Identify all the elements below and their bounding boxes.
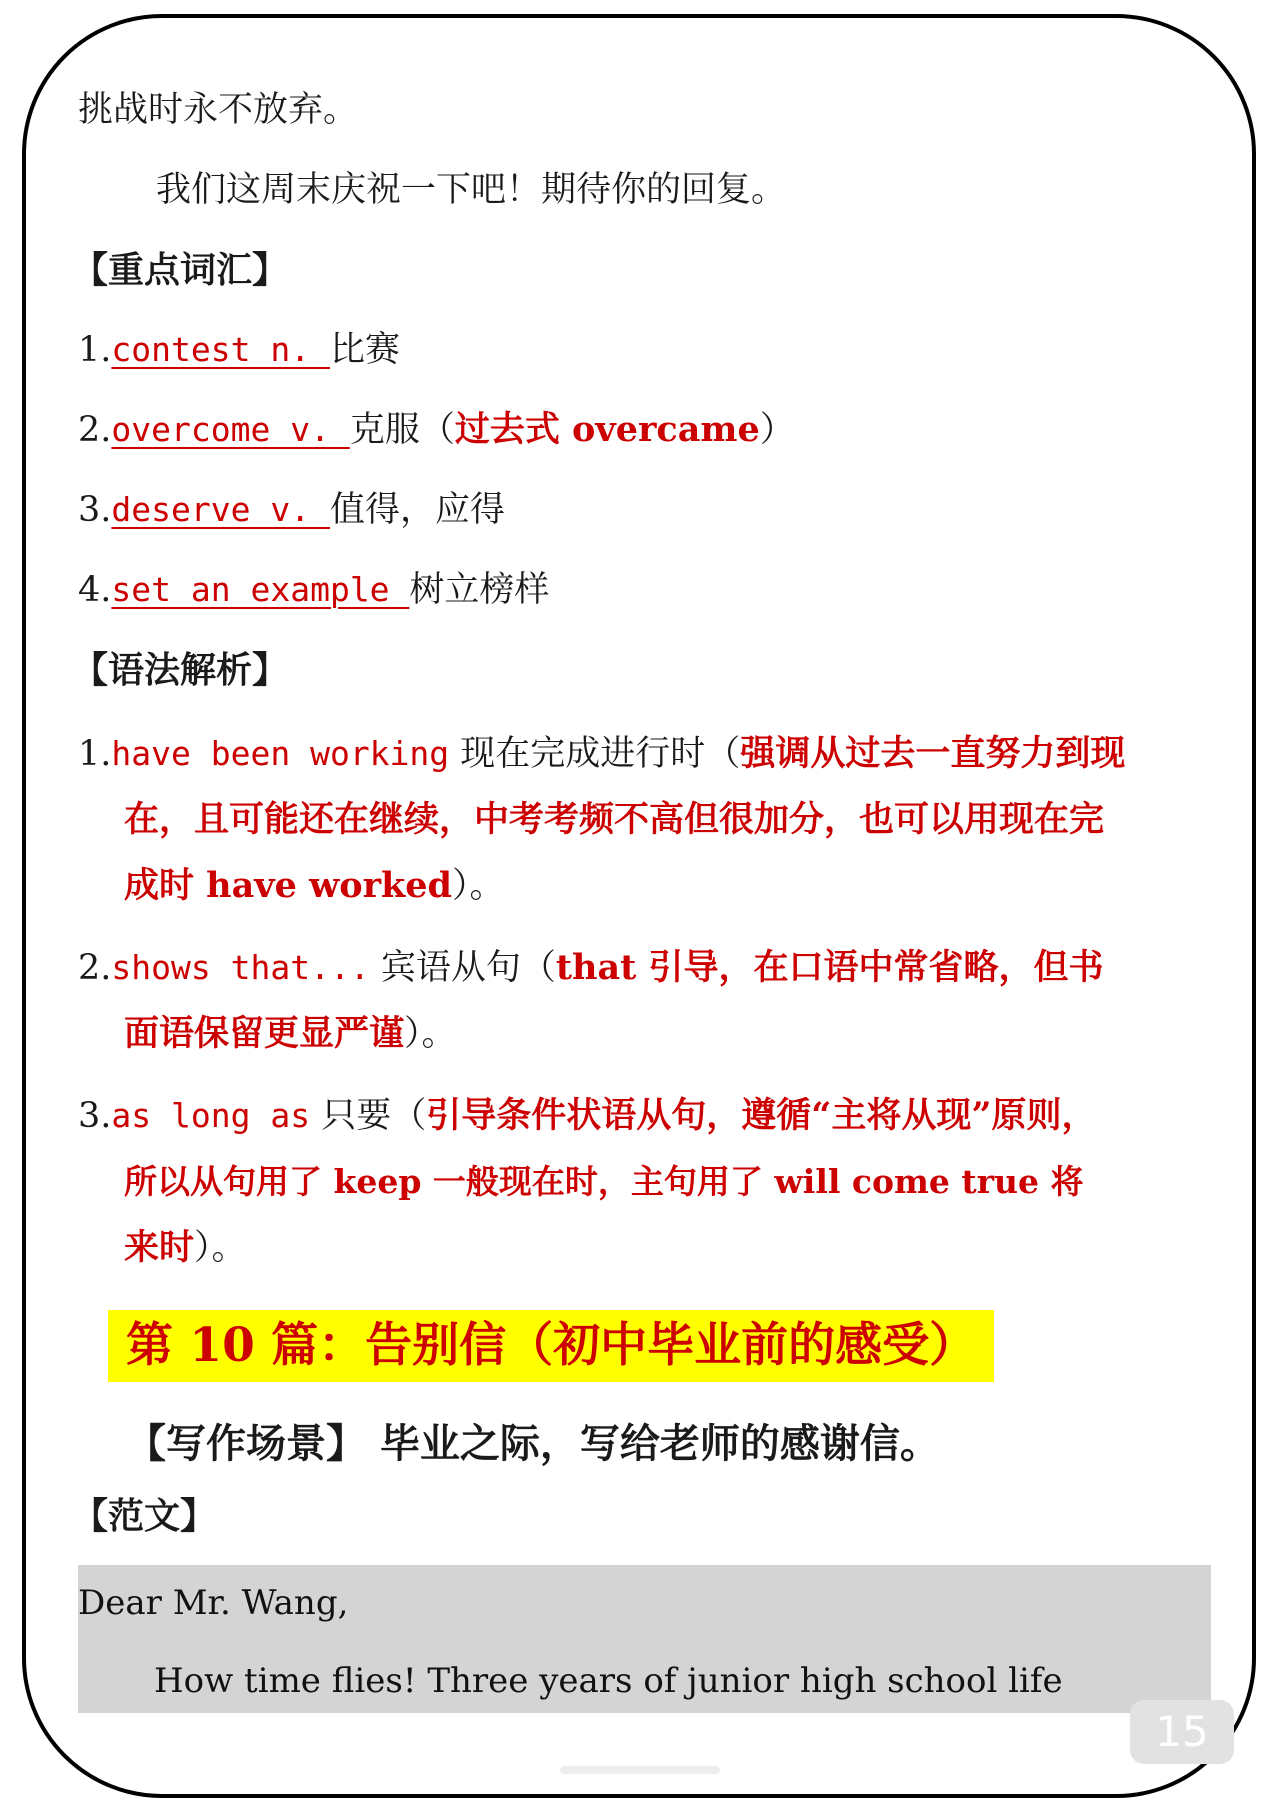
sample-body-line: How time flies! Three years of junior high school life xyxy=(154,1661,1063,1701)
vocab-term: deserve v. xyxy=(111,490,330,529)
grammar-item-3-line-2: 所以从句用了 keep 一般现在时，主句用了 will come true 将 xyxy=(124,1162,1084,1201)
intro-line-2: 我们这周末庆祝一下吧！期待你的回复。 xyxy=(156,170,787,210)
scene-label: 【写作场景】 xyxy=(126,1420,366,1467)
writing-scene xyxy=(126,1412,940,1469)
vocab-item-1 xyxy=(78,326,400,374)
grammar-phrase: shows that... xyxy=(111,948,370,987)
grammar-label: 宾语从句（ xyxy=(369,948,556,988)
grammar-close: ）。 xyxy=(194,1228,247,1268)
grammar-label: 现在完成进行时（ xyxy=(449,734,741,774)
vocab-item-2 xyxy=(78,406,795,454)
grammar-num: 3. xyxy=(78,1096,112,1136)
vocab-meaning: 比赛 xyxy=(329,330,400,370)
chapter-title: 第 10 篇：告别信（初中毕业前的感受） xyxy=(108,1310,994,1382)
grammar-note: 面语保留更显严谨 xyxy=(124,1013,405,1054)
vocab-term: contest n. xyxy=(111,330,330,369)
vocab-num: 4. xyxy=(78,570,112,610)
grammar-item-1-line-3 xyxy=(124,862,505,910)
vocab-item-3 xyxy=(78,486,505,534)
grammar-close: ）。 xyxy=(452,866,505,906)
vocab-term: set an example xyxy=(111,570,410,609)
vocab-num: 3. xyxy=(78,490,112,530)
grammar-phrase: as long as xyxy=(111,1096,311,1135)
grammar-item-1-line-2: 在，且可能还在继续，中考考频不高但很加分，也可以用现在完 xyxy=(124,799,1105,840)
vocab-meaning: 克服（ xyxy=(349,410,455,450)
grammar-item-2-line-2 xyxy=(124,1010,457,1058)
scene-text: 毕业之际，写给老师的感谢信。 xyxy=(366,1420,940,1467)
intro-line-1: 挑战时永不放弃。 xyxy=(78,90,359,130)
footer-mark xyxy=(560,1766,720,1774)
page-number-badge: 15 xyxy=(1130,1700,1234,1764)
vocab-num: 1. xyxy=(78,330,112,370)
vocab-num: 2. xyxy=(78,410,112,450)
grammar-item-1-line-1 xyxy=(78,730,1125,778)
grammar-item-3-line-1 xyxy=(78,1092,1097,1140)
vocab-heading: 【重点词汇】 xyxy=(72,249,289,291)
grammar-phrase: have been working xyxy=(111,734,450,773)
vocab-item-4 xyxy=(78,566,549,614)
grammar-close: ）。 xyxy=(404,1014,457,1054)
grammar-note: 成时 have worked xyxy=(124,865,453,906)
grammar-num: 1. xyxy=(78,734,112,774)
vocab-close: ） xyxy=(759,410,795,450)
vocab-meaning: 树立榜样 xyxy=(409,570,550,610)
grammar-note: that 引导，在口语中常省略，但书 xyxy=(555,947,1104,988)
grammar-item-3-line-3 xyxy=(124,1224,247,1272)
vocab-term: overcome v. xyxy=(111,410,350,449)
sample-heading: 【范文】 xyxy=(72,1495,217,1537)
sample-salutation: Dear Mr. Wang, xyxy=(78,1583,349,1623)
grammar-note: 来时 xyxy=(124,1227,195,1268)
vocab-meaning: 值得，应得 xyxy=(329,490,505,530)
grammar-heading: 【语法解析】 xyxy=(72,649,289,691)
sample-letter-box xyxy=(78,1565,1211,1713)
grammar-num: 2. xyxy=(78,948,112,988)
grammar-note: 引导条件状语从句，遵循“主将从现”原则， xyxy=(426,1095,1097,1136)
vocab-note: 过去式 overcame xyxy=(454,409,760,450)
grammar-note: 强调从过去一直努力到现 xyxy=(740,733,1126,774)
grammar-item-2-line-1 xyxy=(78,944,1103,992)
grammar-label: 只要（ xyxy=(310,1096,427,1136)
